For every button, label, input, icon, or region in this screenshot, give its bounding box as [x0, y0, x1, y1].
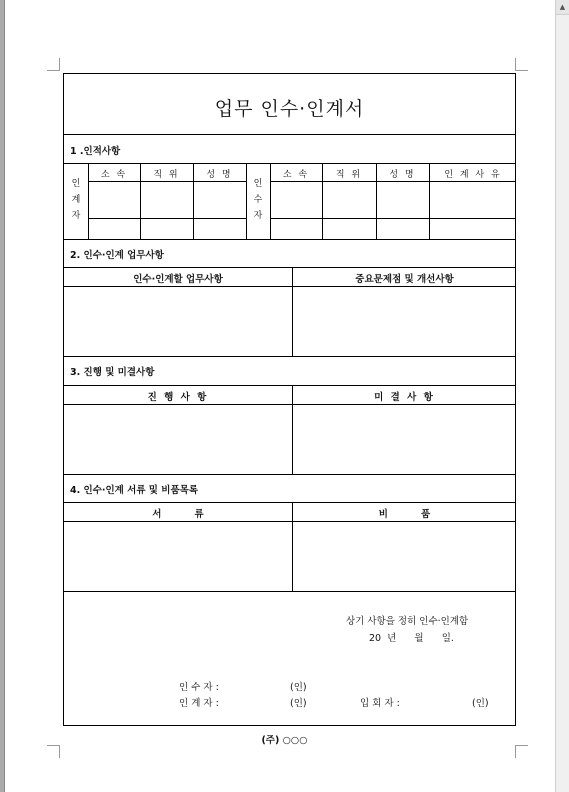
section3-col-right: 미 결 사 항 — [374, 392, 435, 403]
handover-statement: 상기 사항을 정히 인수·인계함 — [346, 616, 469, 627]
divider — [64, 356, 515, 357]
crop-mark-top-right — [515, 58, 528, 71]
handover-col-name: 성 명 — [206, 170, 233, 180]
divider — [64, 474, 515, 475]
receiver-side-label: 인 수 자 — [253, 179, 263, 221]
section1-heading[interactable]: 1 .인적사항 — [70, 146, 121, 157]
receiver-sign-label: 인 수 자 : — [179, 682, 219, 693]
company-name: (주) ○○○ — [261, 735, 308, 746]
section2-heading[interactable]: 2. 인수·인계 업무사항 — [70, 250, 164, 261]
section3-heading[interactable]: 3. 진행 및 미결사항 — [70, 367, 155, 378]
crop-mark-bottom-right — [515, 745, 528, 758]
grid-line — [88, 218, 246, 219]
scroll-up-arrow-icon[interactable]: ▲ — [556, 0, 569, 15]
divider — [64, 134, 515, 135]
crop-mark-top-left — [47, 58, 60, 71]
handover-col-dept: 소 속 — [100, 170, 128, 180]
grid-line — [270, 218, 515, 219]
section4-heading[interactable]: 4. 인수·인계 서류 및 비품목록 — [70, 485, 199, 496]
handover-date: 20 년 월 일. — [369, 633, 454, 644]
receiver-col-reason: 인 계 사 유 — [444, 170, 502, 180]
section2-col-left: 인수·인계할 업무사항 — [133, 274, 223, 285]
form-title: 업무 인수·인계서 — [214, 98, 365, 120]
divider — [64, 267, 515, 268]
divider — [64, 502, 515, 503]
divider — [64, 591, 515, 592]
witness-seal[interactable]: (인) — [472, 698, 489, 709]
witness-sign-label: 입 회 자 : — [360, 698, 400, 709]
divider — [64, 239, 515, 240]
receiver-col-dept: 소 속 — [282, 170, 310, 180]
handover-form — [63, 73, 516, 726]
grid-line — [64, 404, 515, 405]
grid-line — [270, 181, 515, 182]
grid-line — [64, 521, 515, 522]
section4-col-right: 비 품 — [378, 509, 431, 520]
divider — [64, 385, 515, 386]
receiver-seal[interactable]: (인) — [290, 682, 307, 693]
divider — [64, 163, 515, 164]
vertical-scrollbar[interactable] — [555, 0, 569, 792]
section2-col-right: 중요문제점 및 개선사항 — [355, 274, 454, 285]
handover-side-label: 인 계 자 — [71, 179, 81, 221]
section4-col-left: 서 류 — [152, 509, 204, 520]
receiver-col-name: 성 명 — [389, 170, 416, 180]
receiver-col-position: 직 위 — [335, 170, 363, 180]
grid-line — [64, 286, 515, 287]
handover-col-position: 직 위 — [153, 170, 180, 180]
crop-mark-bottom-left — [47, 745, 60, 758]
grid-line — [88, 181, 246, 182]
handover-sign-label: 인 계 자 : — [179, 698, 219, 709]
grid-line — [246, 163, 247, 239]
document-page — [4, 0, 556, 792]
section3-col-left: 진 행 사 항 — [147, 392, 209, 403]
handover-seal[interactable]: (인) — [290, 698, 307, 709]
